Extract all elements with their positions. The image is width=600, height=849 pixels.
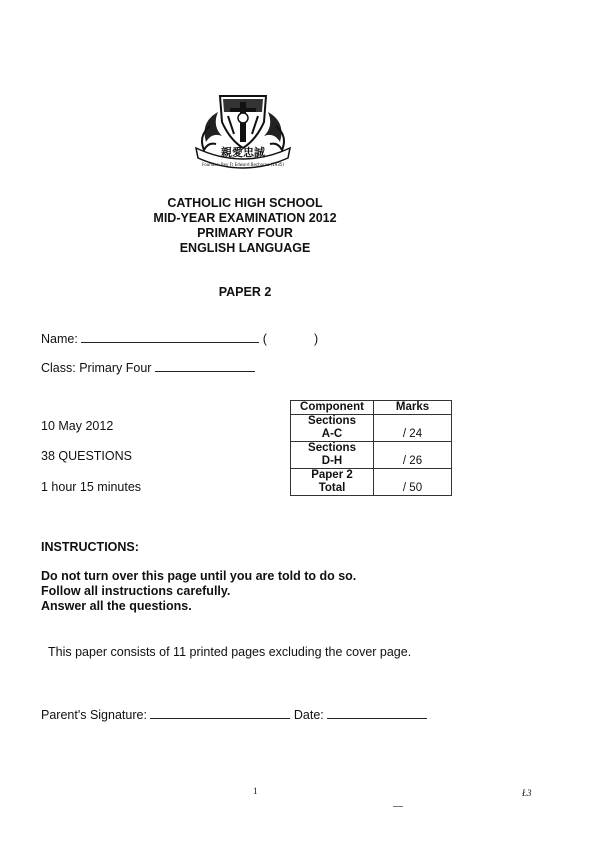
instruction-line: Answer all the questions. [41,599,192,613]
corner-mark: Ł3 [522,788,532,798]
table-row [291,415,452,442]
crest-emblem [190,92,296,170]
class-row [41,359,255,375]
exam-subject: ENGLISH LANGUAGE [179,241,311,255]
school-crest [190,92,296,170]
marks-cell: / 24 [374,415,452,442]
marks-cell: / 26 [374,442,452,469]
exam-date: 10 May 2012 [41,419,114,433]
exam-duration: 1 hour 15 minutes [41,480,142,494]
instructions-heading: INSTRUCTIONS: [41,540,139,554]
component-cell [291,469,374,496]
name-close-paren: ) [313,332,319,346]
component-line1: Paper 2 [311,469,353,481]
name-field[interactable] [81,330,259,343]
table-row [291,469,452,496]
name-row [41,330,318,346]
component-line2: A-C [321,428,343,440]
question-count: 38 QUESTIONS [41,449,132,463]
paper-title: PAPER 2 [218,285,272,299]
date-field[interactable] [327,706,427,719]
date-label: Date: [293,708,324,722]
instruction-line: Follow all instructions carefully. [41,584,231,598]
exam-level: PRIMARY FOUR [197,226,293,240]
crest-motto: 親愛忠誠 [221,146,265,159]
parent-signature-label: Parent's Signature: [41,708,147,722]
component-line2: D-H [321,455,343,467]
component-line1: Sections [308,442,356,454]
school-name: CATHOLIC HIGH SCHOOL [167,196,323,210]
instructions-list [41,569,356,614]
component-line1: Sections [308,415,356,427]
marks-table-header [291,401,452,415]
instruction-line: Do not turn over this page until you are told to do so. [41,569,357,583]
marks-cell: / 50 [374,469,452,496]
component-cell [291,442,374,469]
class-field[interactable] [155,359,255,372]
marks-header: Marks [374,401,452,415]
signature-row [41,706,427,722]
component-cell [291,415,374,442]
table-row [291,442,452,469]
exam-title: MID-YEAR EXAMINATION 2012 [153,211,337,225]
crest-scroll-text: Founder: Rev Fr Edward Becharas (1935) [202,162,284,167]
parent-signature-field[interactable] [150,706,290,719]
name-label: Name: [41,332,78,346]
class-label: Class: Primary Four [41,361,152,375]
exam-header [0,196,490,256]
page-number: 1 [253,786,258,796]
component-header: Component [291,401,374,415]
name-open-paren: ( [262,332,267,346]
marks-table [290,400,452,496]
stray-mark [393,806,403,807]
component-line2: Total [318,482,346,494]
page-count-note: This paper consists of 11 printed pages excluding the cover page. [48,645,412,659]
